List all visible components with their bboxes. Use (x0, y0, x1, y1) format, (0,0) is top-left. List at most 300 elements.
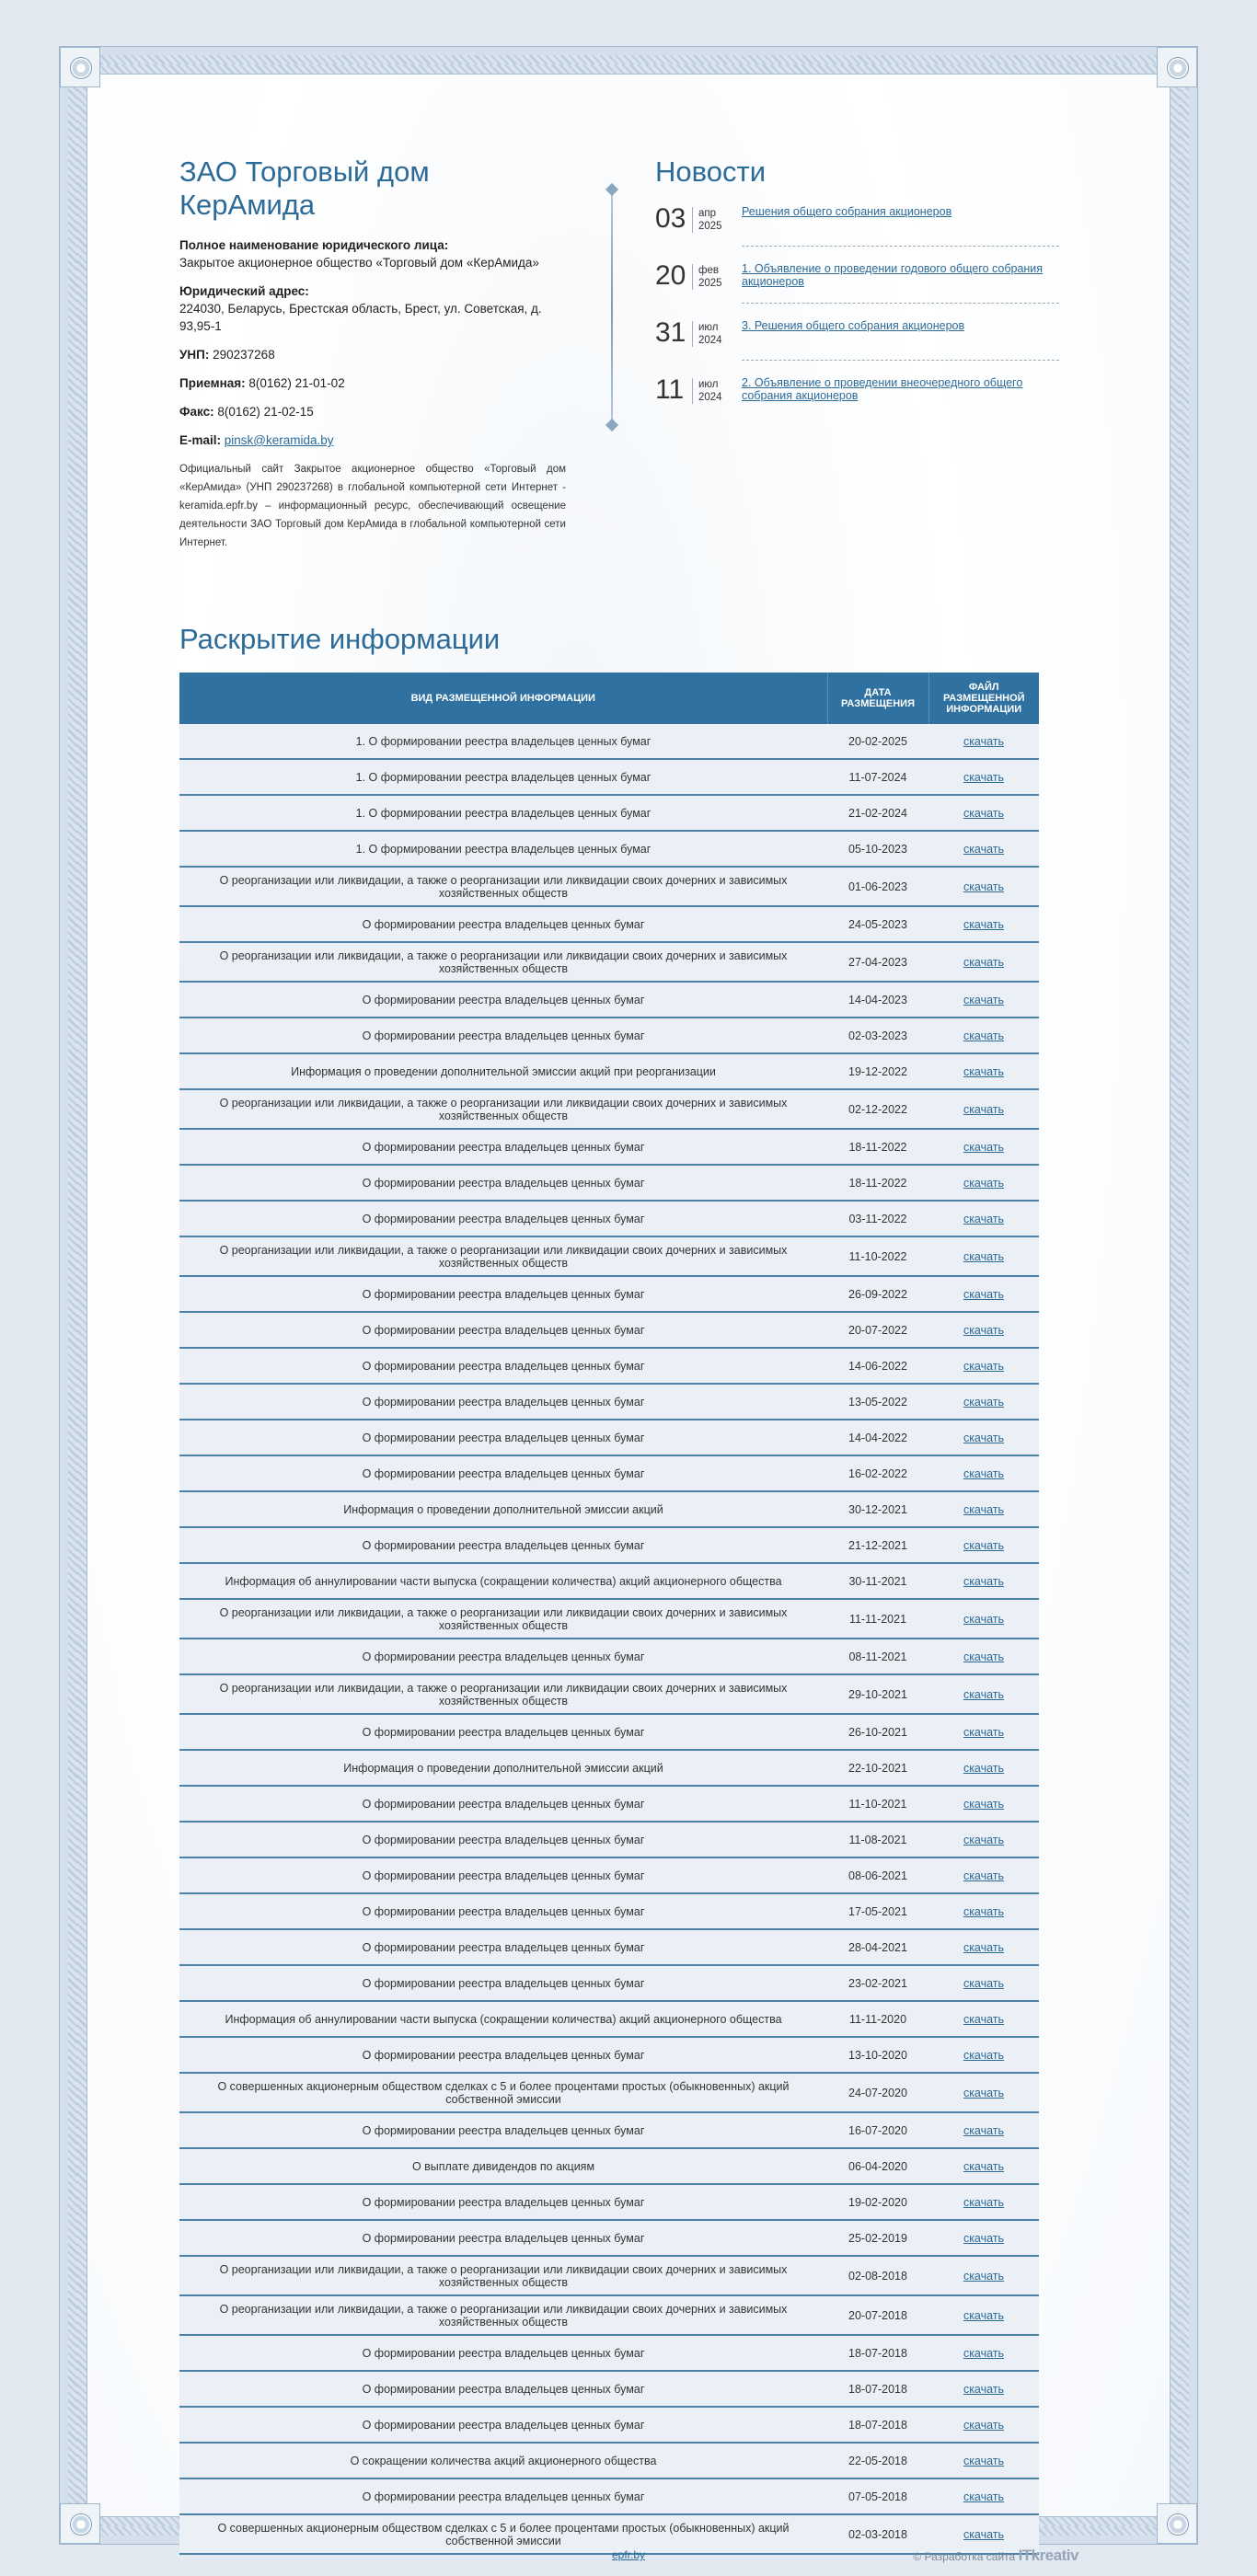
table-row (179, 2295, 1039, 2335)
row-file (928, 1455, 1039, 1491)
download-link[interactable]: скачать (963, 1797, 1005, 1811)
row-type: О формировании реестра владельцев ценных бумаг (179, 1455, 827, 1491)
developer-logo-link[interactable]: ITkreativ (1018, 2547, 1078, 2564)
table-row (179, 795, 1039, 831)
row-date: 11-11-2020 (827, 2001, 928, 2037)
news-month: июл (698, 322, 719, 333)
download-link[interactable]: скачать (963, 2159, 1005, 2173)
row-type: О реорганизации или ликвидации, а также о реорганизации или ликвидации своих дочерних и зависимых хозяйственных обществ (179, 867, 827, 906)
row-type: Информация о проведении дополнительной эмиссии акций (179, 1491, 827, 1527)
table-header-row (179, 673, 1039, 724)
row-date: 25-02-2019 (827, 2220, 928, 2256)
row-type: О формировании реестра владельцев ценных бумаг (179, 2037, 827, 2073)
table-row (179, 1276, 1039, 1312)
row-file (928, 1089, 1039, 1129)
table-row (179, 1236, 1039, 1276)
table-row (179, 1714, 1039, 1750)
row-file (928, 2184, 1039, 2220)
row-date: 05-10-2023 (827, 831, 928, 867)
row-type: О формировании реестра владельцев ценных бумаг (179, 1348, 827, 1384)
download-link[interactable]: скачать (963, 770, 1005, 784)
table-row (179, 2184, 1039, 2220)
row-file (928, 1822, 1039, 1857)
table-row (179, 1165, 1039, 1201)
corner-ornament-icon (60, 2503, 100, 2544)
row-file (928, 1053, 1039, 1089)
row-file (928, 2478, 1039, 2514)
row-file (928, 724, 1039, 759)
footer-dev-label: © Разработка сайта (913, 2550, 1016, 2563)
row-type: О выплате дивидендов по акциям (179, 2148, 827, 2184)
download-link[interactable]: скачать (963, 1502, 1005, 1516)
download-link[interactable]: скачать (963, 1904, 1005, 1918)
download-link[interactable]: скачать (963, 880, 1005, 893)
row-file (928, 1965, 1039, 2001)
news-day: 03 (655, 203, 686, 234)
download-link[interactable]: скачать (963, 2123, 1005, 2137)
corner-ornament-icon (60, 47, 100, 87)
news-list (655, 201, 1060, 430)
row-date: 11-11-2021 (827, 1599, 928, 1639)
table-row (179, 1348, 1039, 1384)
table-row (179, 2256, 1039, 2295)
row-date: 24-07-2020 (827, 2073, 928, 2112)
row-date: 06-04-2020 (827, 2148, 928, 2184)
row-type: Информация о проведении дополнительной эмиссии акций (179, 1750, 827, 1786)
row-file (928, 1236, 1039, 1276)
row-date: 02-03-2023 (827, 1018, 928, 1053)
news-separator (742, 360, 1059, 361)
news-year: 2024 (698, 392, 722, 403)
row-file (928, 1639, 1039, 1674)
row-file (928, 867, 1039, 906)
row-type: О реорганизации или ликвидации, а также о реорганизации или ликвидации своих дочерних и зависимых хозяйственных обществ (179, 1674, 827, 1714)
disclosure-table (179, 673, 1039, 2555)
email-link[interactable]: pinsk@keramida.by (224, 433, 334, 447)
row-type: О формировании реестра владельцев ценных бумаг (179, 1129, 827, 1165)
row-file (928, 2335, 1039, 2371)
download-link[interactable]: скачать (963, 1612, 1005, 1626)
row-type: 1. О формировании реестра владельцев ценных бумаг (179, 831, 827, 867)
page-canvas (86, 74, 1171, 2547)
row-file (928, 2256, 1039, 2295)
row-file (928, 982, 1039, 1018)
row-date: 02-12-2022 (827, 1089, 928, 1129)
news-day: 31 (655, 317, 686, 348)
table-row (179, 2073, 1039, 2112)
row-type: О формировании реестра владельцев ценных бумаг (179, 1893, 827, 1929)
row-file (928, 2220, 1039, 2256)
table-row (179, 1384, 1039, 1420)
column-divider (611, 190, 613, 424)
row-type: О формировании реестра владельцев ценных бумаг (179, 2184, 827, 2220)
table-row (179, 942, 1039, 982)
row-date: 22-05-2018 (827, 2443, 928, 2478)
full-name-value: Закрытое акционерное общество «Торговый дом «КерАмида» (179, 256, 539, 270)
row-date: 24-05-2023 (827, 906, 928, 942)
table-row (179, 2335, 1039, 2371)
row-date: 14-06-2022 (827, 1348, 928, 1384)
download-link[interactable]: скачать (963, 1687, 1005, 1701)
download-link[interactable]: скачать (963, 2454, 1005, 2467)
news-year: 2025 (698, 221, 722, 232)
table-row (179, 2112, 1039, 2148)
download-link[interactable]: скачать (963, 1102, 1005, 1116)
fax-label: Факс: (179, 405, 214, 419)
table-row (179, 1965, 1039, 2001)
row-file (928, 2001, 1039, 2037)
download-link[interactable]: скачать (963, 2086, 1005, 2099)
download-link[interactable]: скачать (963, 1466, 1005, 1480)
news-title: Новости (655, 155, 767, 188)
table-row (179, 1563, 1039, 1599)
row-date: 13-10-2020 (827, 2037, 928, 2073)
row-type: О формировании реестра владельцев ценных бумаг (179, 1786, 827, 1822)
table-row (179, 724, 1039, 759)
row-file (928, 1348, 1039, 1384)
row-date: 18-07-2018 (827, 2335, 928, 2371)
fax-value: 8(0162) 21-02-15 (217, 405, 314, 419)
download-link[interactable]: скачать (963, 1869, 1005, 1882)
table-row (179, 2220, 1039, 2256)
reception-value: 8(0162) 21-01-02 (248, 376, 345, 390)
col-type-header: ВИД РАЗМЕЩЕННОЙ ИНФОРМАЦИИ (179, 673, 827, 724)
row-type: О совершенных акционерным обществом сделках с 5 и более процентами простых (обыкновенных) акций собственной эмиссии (179, 2514, 827, 2554)
table-row (179, 1420, 1039, 1455)
address-field (179, 282, 566, 335)
row-file (928, 1929, 1039, 1965)
table-row (179, 2371, 1039, 2407)
row-file (928, 906, 1039, 942)
row-type: О сокращении количества акций акционерного общества (179, 2443, 827, 2478)
news-month-year (692, 264, 722, 290)
table-row (179, 2037, 1039, 2073)
row-file (928, 1312, 1039, 1348)
download-link[interactable]: скачать (963, 1761, 1005, 1775)
row-date: 20-02-2025 (827, 724, 928, 759)
table-row (179, 1491, 1039, 1527)
download-link[interactable]: скачать (963, 1064, 1005, 1078)
row-type: О реорганизации или ликвидации, а также о реорганизации или ликвидации своих дочерних и зависимых хозяйственных обществ (179, 2256, 827, 2295)
row-type: О формировании реестра владельцев ценных бумаг (179, 906, 827, 942)
row-type: О формировании реестра владельцев ценных бумаг (179, 2220, 827, 2256)
row-file (928, 1384, 1039, 1420)
row-date: 21-12-2021 (827, 1527, 928, 1563)
corner-ornament-icon (1157, 2503, 1197, 2544)
row-file (928, 1420, 1039, 1455)
row-date: 21-02-2024 (827, 795, 928, 831)
site-description: Официальный сайт Закрытое акционерное общество «Торговый дом «КерАмида» (УНП 290237268) в глобальной компьютерной сети Интернет - keramida.epfr.by – информационный ресурс, обеспечивающий освещение деятельности ЗАО Торговый дом КерАмида в глобальной компьютерной сети Интернет. (179, 464, 566, 548)
footer-site-link[interactable]: epfr.by (612, 2548, 646, 2561)
full-name-label: Полное наименование юридического лица: (179, 238, 449, 252)
row-file (928, 1750, 1039, 1786)
table-row (179, 1639, 1039, 1674)
news-item (655, 373, 1060, 430)
table-row (179, 1822, 1039, 1857)
download-link[interactable]: скачать (963, 1029, 1005, 1042)
row-type: О формировании реестра владельцев ценных бумаг (179, 982, 827, 1018)
row-type: О формировании реестра владельцев ценных бумаг (179, 1527, 827, 1563)
col-date-header: ДАТА РАЗМЕЩЕНИЯ (827, 673, 928, 724)
download-link[interactable]: скачать (963, 1212, 1005, 1225)
download-link[interactable]: скачать (963, 1140, 1005, 1154)
news-separator (742, 246, 1059, 247)
row-file (928, 2371, 1039, 2407)
row-date: 26-10-2021 (827, 1714, 928, 1750)
row-type: О формировании реестра владельцев ценных бумаг (179, 1384, 827, 1420)
row-date: 19-12-2022 (827, 1053, 928, 1089)
row-type: О формировании реестра владельцев ценных бумаг (179, 1201, 827, 1236)
download-link[interactable]: скачать (963, 1940, 1005, 1954)
download-link[interactable]: скачать (963, 1725, 1005, 1739)
download-link[interactable]: скачать (963, 842, 1005, 856)
table-row (179, 1129, 1039, 1165)
row-type: 1. О формировании реестра владельцев ценных бумаг (179, 759, 827, 795)
table-row (179, 1018, 1039, 1053)
download-link[interactable]: скачать (963, 2195, 1005, 2209)
row-file (928, 1786, 1039, 1822)
row-date: 27-04-2023 (827, 942, 928, 982)
row-date: 11-10-2022 (827, 1236, 928, 1276)
download-link[interactable]: скачать (963, 917, 1005, 931)
company-title: ЗАО Торговый дом КерАмида (179, 155, 430, 221)
download-link[interactable]: скачать (963, 2048, 1005, 2062)
table-row (179, 906, 1039, 942)
row-type: О формировании реестра владельцев ценных бумаг (179, 1929, 827, 1965)
row-date: 11-08-2021 (827, 1822, 928, 1857)
row-date: 18-11-2022 (827, 1165, 928, 1201)
row-type: О формировании реестра владельцев ценных бумаг (179, 1165, 827, 1201)
row-file (928, 2443, 1039, 2478)
row-date: 20-07-2018 (827, 2295, 928, 2335)
footer-developer (913, 2547, 1078, 2565)
table-row (179, 1053, 1039, 1089)
news-item (655, 201, 1060, 259)
table-row (179, 867, 1039, 906)
download-link[interactable]: скачать (963, 1323, 1005, 1337)
news-item (655, 316, 1060, 373)
download-link[interactable]: скачать (963, 1574, 1005, 1588)
unp-value: 290237268 (213, 348, 275, 362)
row-date: 23-02-2021 (827, 1965, 928, 2001)
news-year: 2025 (698, 278, 722, 289)
row-file (928, 2112, 1039, 2148)
email-field (179, 431, 566, 449)
table-row (179, 1455, 1039, 1491)
download-link[interactable]: скачать (963, 2527, 1005, 2541)
download-link[interactable]: скачать (963, 993, 1005, 1006)
row-date: 28-04-2021 (827, 1929, 928, 1965)
row-type: О формировании реестра владельцев ценных бумаг (179, 2478, 827, 2514)
table-row (179, 1312, 1039, 1348)
news-month: фев (698, 265, 719, 276)
download-link[interactable]: скачать (963, 2308, 1005, 2322)
row-file (928, 2148, 1039, 2184)
news-block (655, 155, 1060, 430)
reception-label: Приемная: (179, 376, 246, 390)
page-frame (59, 46, 1198, 2545)
row-date: 11-07-2024 (827, 759, 928, 795)
table-row (179, 1750, 1039, 1786)
news-month-year (692, 321, 722, 347)
news-day: 20 (655, 260, 686, 291)
company-info (179, 155, 566, 552)
row-date: 29-10-2021 (827, 1674, 928, 1714)
frame-border (68, 55, 1189, 2547)
full-name-field (179, 236, 566, 271)
news-link[interactable]: 2. Объявление о проведении внеочередного общего собрания акционеров (742, 376, 1023, 402)
news-year: 2024 (698, 335, 722, 346)
row-date: 26-09-2022 (827, 1276, 928, 1312)
download-link[interactable]: скачать (963, 1431, 1005, 1444)
row-date: 17-05-2021 (827, 1893, 928, 1929)
table-row (179, 1674, 1039, 1714)
row-date: 30-11-2021 (827, 1563, 928, 1599)
row-date: 01-06-2023 (827, 867, 928, 906)
news-month: июл (698, 379, 719, 390)
row-type: О формировании реестра владельцев ценных бумаг (179, 2407, 827, 2443)
download-link[interactable]: скачать (963, 806, 1005, 820)
row-type: О формировании реестра владельцев ценных бумаг (179, 1965, 827, 2001)
row-type: О реорганизации или ликвидации, а также о реорганизации или ликвидации своих дочерних и зависимых хозяйственных обществ (179, 1089, 827, 1129)
row-file (928, 2037, 1039, 2073)
table-row (179, 2478, 1039, 2514)
table-row (179, 1089, 1039, 1129)
news-link[interactable]: 3. Решения общего собрания акционеров (742, 319, 965, 332)
download-link[interactable]: скачать (963, 2231, 1005, 2245)
news-link[interactable]: 1. Объявление о проведении годового общего собрания акционеров (742, 262, 1044, 288)
download-link[interactable]: скачать (963, 1395, 1005, 1409)
row-type: О совершенных акционерным обществом сделках с 5 и более процентами простых (обыкновенных) акций собственной эмиссии (179, 2073, 827, 2112)
unp-field (179, 346, 566, 363)
row-type: О реорганизации или ликвидации, а также о реорганизации или ликвидации своих дочерних и зависимых хозяйственных обществ (179, 1599, 827, 1639)
download-link[interactable]: скачать (963, 1287, 1005, 1301)
download-link[interactable]: скачать (963, 2382, 1005, 2396)
row-type: Информация о проведении дополнительной эмиссии акций при реорганизации (179, 1053, 827, 1089)
download-link[interactable]: скачать (963, 1176, 1005, 1190)
download-link[interactable]: скачать (963, 1249, 1005, 1263)
table-row (179, 1893, 1039, 1929)
table-row (179, 2001, 1039, 2037)
row-date: 18-11-2022 (827, 1129, 928, 1165)
row-type: О формировании реестра владельцев ценных бумаг (179, 2335, 827, 2371)
table-row (179, 759, 1039, 795)
download-link[interactable]: скачать (963, 2012, 1005, 2026)
row-file (928, 759, 1039, 795)
row-type: О реорганизации или ликвидации, а также о реорганизации или ликвидации своих дочерних и зависимых хозяйственных обществ (179, 1236, 827, 1276)
address-value: 224030, Беларусь, Брестская область, Брест, ул. Советская, д. 93,95-1 (179, 302, 542, 333)
row-date: 22-10-2021 (827, 1750, 928, 1786)
download-link[interactable]: скачать (963, 2490, 1005, 2503)
row-file (928, 1714, 1039, 1750)
row-file (928, 942, 1039, 982)
row-type: О реорганизации или ликвидации, а также о реорганизации или ликвидации своих дочерних и зависимых хозяйственных обществ (179, 942, 827, 982)
row-type: Информация об аннулировании части выпуска (сокращении количества) акций акционерного общества (179, 2001, 827, 2037)
row-type: О формировании реестра владельцев ценных бумаг (179, 1857, 827, 1893)
row-type: О формировании реестра владельцев ценных бумаг (179, 1822, 827, 1857)
row-type: О формировании реестра владельцев ценных бумаг (179, 1420, 827, 1455)
row-file (928, 1563, 1039, 1599)
row-date: 14-04-2023 (827, 982, 928, 1018)
row-file (928, 1527, 1039, 1563)
row-date: 02-03-2018 (827, 2514, 928, 2554)
row-date: 07-05-2018 (827, 2478, 928, 2514)
unp-label: УНП: (179, 348, 210, 362)
row-file (928, 1165, 1039, 1201)
row-file (928, 795, 1039, 831)
news-month: апр (698, 208, 717, 219)
table-row (179, 1527, 1039, 1563)
row-date: 11-10-2021 (827, 1786, 928, 1822)
table-row (179, 831, 1039, 867)
download-link[interactable]: скачать (963, 2418, 1005, 2432)
download-link[interactable]: скачать (963, 955, 1005, 969)
table-row (179, 2148, 1039, 2184)
row-date: 20-07-2022 (827, 1312, 928, 1348)
download-link[interactable]: скачать (963, 1976, 1005, 1990)
row-file (928, 1674, 1039, 1714)
fax-field (179, 403, 566, 420)
row-date: 16-02-2022 (827, 1455, 928, 1491)
reception-field (179, 374, 566, 392)
news-month-year (692, 378, 722, 404)
row-type: 1. О формировании реестра владельцев ценных бумаг (179, 724, 827, 759)
row-date: 18-07-2018 (827, 2371, 928, 2407)
row-type: О формировании реестра владельцев ценных бумаг (179, 1714, 827, 1750)
news-separator (742, 303, 1059, 304)
table-row (179, 1201, 1039, 1236)
row-date: 16-07-2020 (827, 2112, 928, 2148)
news-item (655, 259, 1060, 316)
table-row (179, 1599, 1039, 1639)
row-date: 08-11-2021 (827, 1639, 928, 1674)
download-link[interactable]: скачать (963, 1650, 1005, 1663)
row-date: 18-07-2018 (827, 2407, 928, 2443)
table-row (179, 1786, 1039, 1822)
row-file (928, 1857, 1039, 1893)
row-type: О формировании реестра владельцев ценных бумаг (179, 1639, 827, 1674)
row-date: 08-06-2021 (827, 1857, 928, 1893)
download-link[interactable]: скачать (963, 734, 1005, 748)
row-file (928, 1018, 1039, 1053)
row-date: 13-05-2022 (827, 1384, 928, 1420)
row-file (928, 2295, 1039, 2335)
row-date: 30-12-2021 (827, 1491, 928, 1527)
email-label: E-mail: (179, 433, 222, 447)
row-date: 02-08-2018 (827, 2256, 928, 2295)
row-type: О формировании реестра владельцев ценных бумаг (179, 2112, 827, 2148)
row-file (928, 1276, 1039, 1312)
disclosure-title: Раскрытие информации (179, 623, 501, 655)
table-row (179, 2443, 1039, 2478)
disclosure-table-body (179, 724, 1039, 2554)
row-file (928, 2407, 1039, 2443)
table-row (179, 982, 1039, 1018)
download-link[interactable]: скачать (963, 2346, 1005, 2360)
download-link[interactable]: скачать (963, 1538, 1005, 1552)
row-file (928, 2073, 1039, 2112)
row-file (928, 1129, 1039, 1165)
row-date: 14-04-2022 (827, 1420, 928, 1455)
news-link[interactable]: Решения общего собрания акционеров (742, 205, 952, 218)
row-type: О формировании реестра владельцев ценных бумаг (179, 1276, 827, 1312)
row-file (928, 831, 1039, 867)
row-type: О формировании реестра владельцев ценных бумаг (179, 1018, 827, 1053)
download-link[interactable]: скачать (963, 1833, 1005, 1846)
download-link[interactable]: скачать (963, 2269, 1005, 2283)
col-file-header: ФАЙЛ РАЗМЕЩЕННОЙ ИНФОРМАЦИИ (928, 673, 1039, 724)
download-link[interactable]: скачать (963, 1359, 1005, 1373)
